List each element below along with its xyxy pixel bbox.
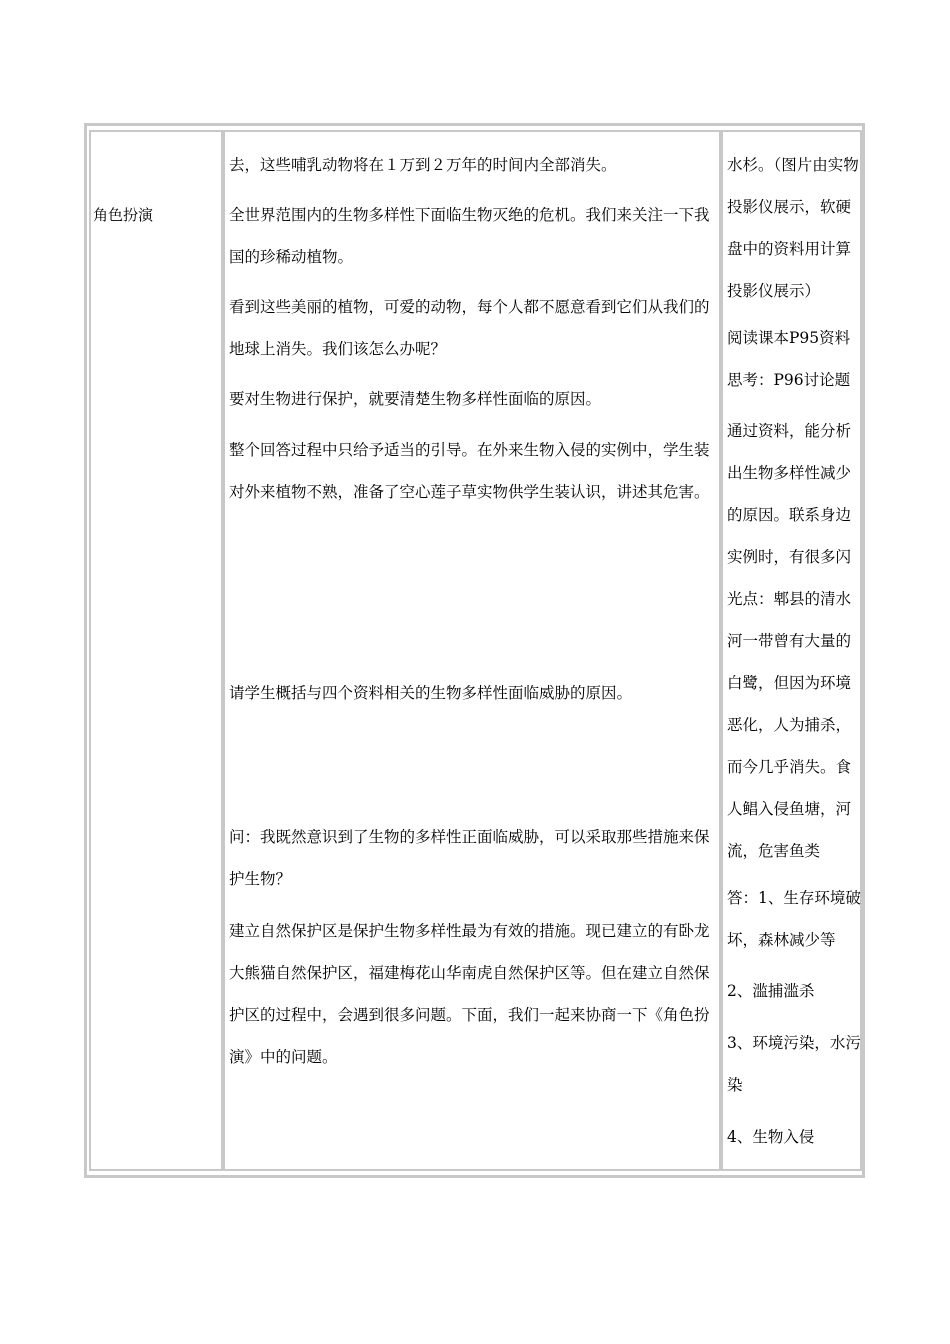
student-paragraph-4: 答：1、生存环境破坏，森林减少等	[727, 889, 861, 949]
lesson-table	[84, 123, 865, 1178]
teacher-paragraph-4: 要对生物进行保护，就要清楚生物多样性面临的原因。	[229, 390, 602, 408]
activity-column	[89, 130, 223, 1171]
teacher-paragraph-1: 去，这些哺乳动物将在１万到２万年的时间内全部消失。	[229, 156, 617, 174]
teacher-paragraph-7: 问：我既然意识到了生物的多样性正面临威胁，可以采取那些措施来保护生物？	[229, 828, 710, 888]
student-paragraph-5: 2、滥捕滥杀	[727, 982, 815, 1000]
activity-label: 角色扮演	[93, 206, 154, 224]
student-paragraph-1: 水杉。（图片由实物投影仪展示，软硬盘中的资料用计算投影仪展示）	[727, 156, 859, 300]
teacher-paragraph-2: 全世界范围内的生物多样性下面临生物灭绝的危机。我们来关注一下我国的珍稀动植物。	[229, 206, 710, 266]
student-paragraph-7: 4、生物入侵	[727, 1128, 815, 1146]
student-paragraph-6: 3、环境污染，水污染	[727, 1034, 861, 1094]
student-paragraph-2: 阅读课本P95资料思考：P96讨论题	[727, 329, 851, 389]
teacher-paragraph-8: 建立自然保护区是保护生物多样性最为有效的措施。现已建立的有卧龙大熊猫自然保护区，福建梅花山华南虎自然保护区等。但在建立自然保护区的过程中，会遇到很多问题。下面，我们一起来协商一下《角色扮演》中的问题。	[229, 922, 710, 1066]
teacher-paragraph-5: 整个回答过程中只给予适当的引导。在外来生物入侵的实例中，学生装对外来植物不熟，准备了空心莲子草实物供学生装认识，讲述其危害。	[229, 441, 710, 501]
teacher-paragraph-3: 看到这些美丽的植物，可爱的动物，每个人都不愿意看到它们从我们的地球上消失。我们该怎么办呢？	[229, 298, 710, 358]
teacher-activity-column	[223, 130, 721, 1171]
student-paragraph-3: 通过资料，能分析出生物多样性减少的原因。联系身边实例时，有很多闪光点：郫县的清水河一带曾有大量的白鹭，但因为环境恶化，人为捕杀，而今几乎消失。食人鲳入侵鱼塘，河流，危害鱼类	[727, 422, 852, 860]
teacher-paragraph-6: 请学生概括与四个资料相关的生物多样性面临威胁的原因。	[229, 684, 633, 702]
student-activity-column	[721, 130, 862, 1171]
